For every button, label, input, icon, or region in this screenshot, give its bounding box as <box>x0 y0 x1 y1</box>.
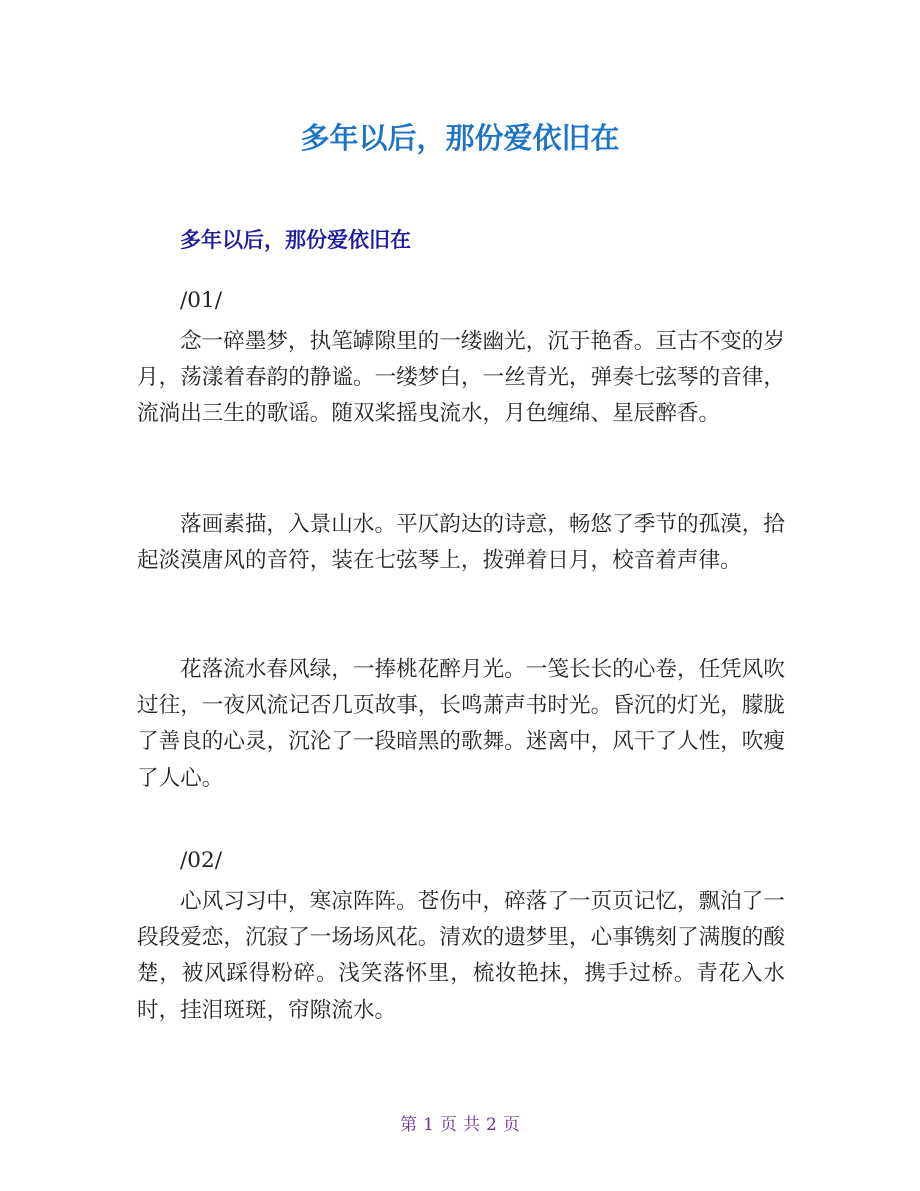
document-title: 多年以后，那份爱依旧在 <box>300 121 620 155</box>
footer-page-number: 1 <box>423 1115 434 1135</box>
section-label-02: /02/ <box>180 848 223 873</box>
footer-page-word: 第 <box>400 1115 418 1135</box>
footer-page-unit: 页 <box>440 1115 457 1135</box>
document-subtitle: 多年以后，那份爱依旧在 <box>180 228 411 252</box>
paragraph: 落画素描，入景山水。平仄韵达的诗意，畅悠了季节的孤漠，拾起淡漠唐风的音符，装在七弦琴上，拨弹着日月，校音着声律。 <box>137 512 785 574</box>
section-label-01: /01/ <box>180 288 223 313</box>
footer-total-word: 共 <box>463 1115 480 1135</box>
paragraph: 心风习习中，寒凉阵阵。苍伤中，碎落了一页页记忆，飘泊了一段段爱恋，沉寂了一场场风花。清欢的遗梦里，心事镌刻了满腹的酸楚，被风踩得粉碎。浅笑落怀里，梳妆艳抹，携手过桥。青花入水时，挂泪斑斑，帘隙流水。 <box>137 889 785 1023</box>
paragraph: 念一碎墨梦，执笔罅隙里的一缕幽光，沉于艳香。亘古不变的岁月，荡漾着春韵的静谧。一缕梦白，一丝青光，弹奏七弦琴的音律，流淌出三生的歌谣。随双桨摇曳流水，月色缠绵、星辰醉香。 <box>137 329 785 427</box>
page-footer <box>0 1113 920 1137</box>
footer-total-unit: 页 <box>502 1115 520 1135</box>
footer-total-number: 2 <box>486 1115 497 1135</box>
paragraph: 花落流水春风绿，一捧桃花醉月光。一笺长长的心卷，任凭风吹过往，一夜风流记否几页故事，长鸣萧声书时光。昏沉的灯光，朦胧了善良的心灵，沉沦了一段暗黑的歌舞。迷离中，风干了人性，吹瘦了人心。 <box>137 657 785 791</box>
